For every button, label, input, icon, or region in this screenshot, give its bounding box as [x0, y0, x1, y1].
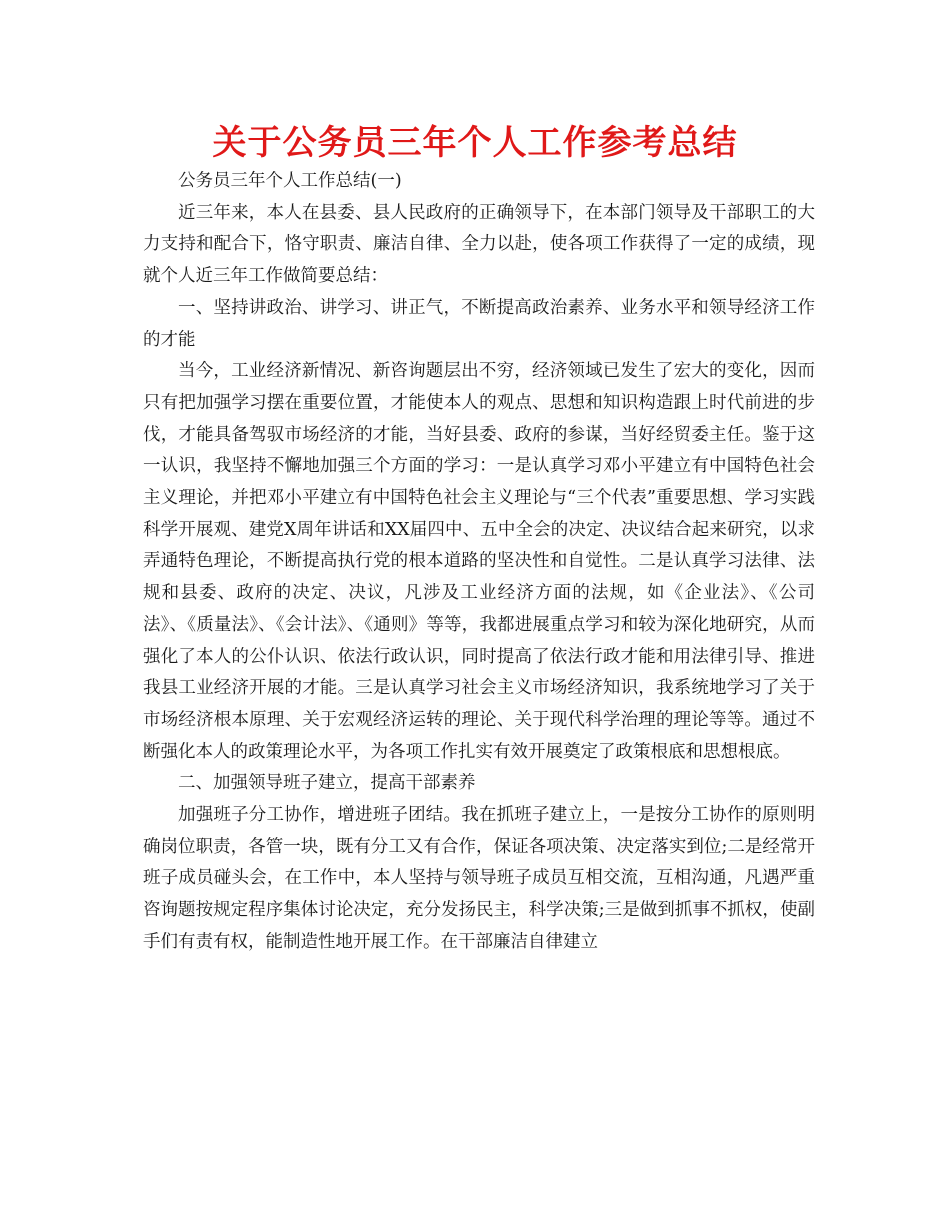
- section-heading-2: 二、加强领导班子建立，提高干部素养: [178, 773, 476, 794]
- paragraph-subtitle: 公务员三年个人工作总结(一): [178, 171, 402, 191]
- document-body: [143, 166, 815, 959]
- paragraph: 加强班子分工协作，增进班子团结。我在抓班子建立上，一是按分工协作的原则明确岗位职责，各管一块，既有分工又有合作，保证各项决策、决定落实到位;二是经常开班子成员碰头会，在工作中，本人坚持与领导班子成员互相交流，互相沟通，凡遇严重咨询题按规定程序集体讨论决定，充分发扬民主，科学决策;三是做到抓事不抓权，使副手们有责有权，能制造性地开展工作。在干部廉洁自律建立: [143, 805, 815, 952]
- document-title: 关于公务员三年个人工作参考总结: [212, 123, 738, 163]
- section-heading-1: 一、坚持讲政治、讲学习、讲正气，不断提高政治素养、业务水平和领导经济工作的才能: [143, 297, 815, 350]
- paragraph: 近三年来，本人在县委、县人民政府的正确领导下，在本部门领导及干部职工的大力支持和配合下，恪守职责、廉洁自律、全力以赴，使各项工作获得了一定的成绩，现就个人近三年工作做简要总结：: [143, 202, 815, 287]
- paragraph: 当今，工业经济新情况、新咨询题层出不穷，经济领域已发生了宏大的变化，因而只有把加强学习摆在重要位置，才能使本人的观点、思想和知识构造跟上时代前进的步伐，才能具备驾驭市场经济的才能，当好县委、政府的参谋，当好经贸委主任。鉴于这一认识，我坚持不懈地加强三个方面的学习：一是认真学习邓小平建立有中国特色社会主义理论，并把邓小平建立有中国特色社会主义理论与“三个代表”重要思想、学习实践科学开展观、建党X周年讲话和XX届四中、五中全会的决定、决议结合起来研究，以求弄通特色理论，不断提高执行党的根本道路的坚决性和自觉性。二是认真学习法律、法规和县委、政府的决定、决议，凡涉及工业经济方面的法规，如《企业法》、《公司法》、《质量法》、《会计法》、《通则》等等，我都进展重点学习和较为深化地研究，从而强化了本人的公仆认识、依法行政认识，同时提高了依法行政才能和用法律引导、推进我县工业经济开展的才能。三是认真学习社会主义市场经济知识，我系统地学习了关于市场经济根本原理、关于宏观经济运转的理论、关于现代科学治理的理论等等。通过不断强化本人的政策理论水平，为各项工作扎实有效开展奠定了政策根底和思想根底。: [143, 361, 815, 762]
